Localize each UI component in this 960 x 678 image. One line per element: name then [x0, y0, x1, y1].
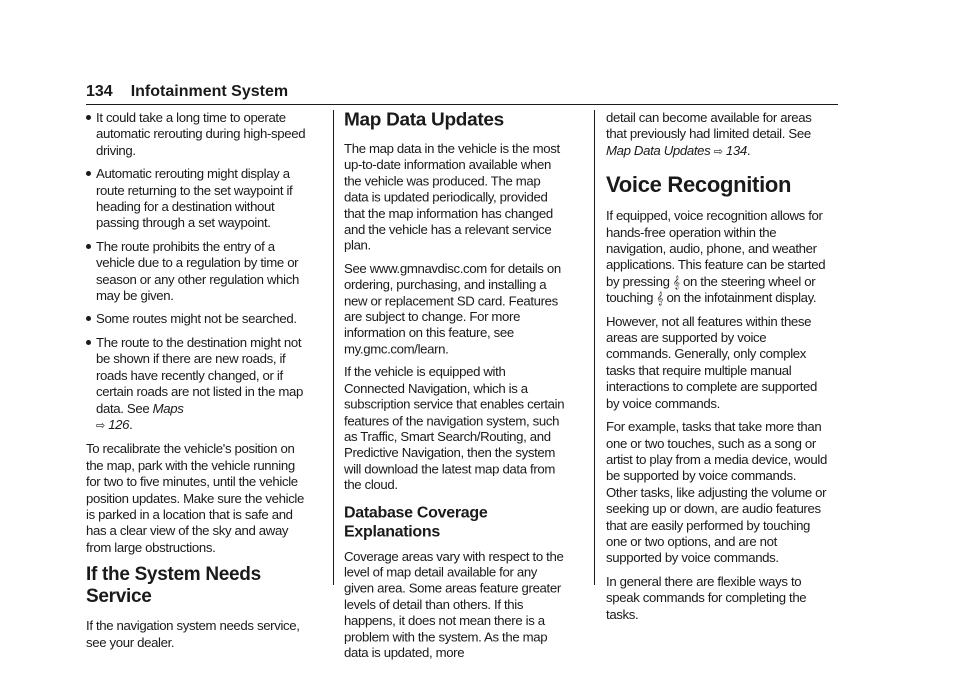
section-title: Infotainment System	[130, 83, 289, 100]
map-data-updates-reference-link[interactable]: Map Data Updates	[606, 142, 711, 158]
voice-flexible-paragraph: In general there are flexible ways to speak commands for completing the tasks.	[606, 573, 807, 622]
recalibrate-paragraph: To recalibrate the vehicle's position on the map, park with the vehicle running for two to five minutes, until the vehicle position updates. Make sure the vehicle is parked in a location that is safe and has a clear view of the sky and away from large obstructions.	[86, 441, 305, 555]
column-divider-right	[594, 110, 595, 585]
column-right	[606, 110, 828, 630]
list-item: Automatic rerouting might display a route returning to the set waypoint if heading for a destination without passing through a set waypoint.	[86, 166, 308, 232]
page-number: 134	[86, 83, 113, 100]
column-middle	[344, 110, 566, 668]
list-item: The route prohibits the entry of a vehicle due to a regulation by time or season or any other regulation which may be given.	[86, 239, 308, 305]
list-item: It could take a long time to operate automatic rerouting during high-speed driving.	[86, 110, 308, 159]
maps-page-number[interactable]: 126	[108, 416, 130, 432]
rerouting-bullet-list	[86, 110, 308, 434]
database-coverage-heading: Database Coverage Explanations	[344, 504, 488, 540]
coverage-paragraph: Coverage areas vary with respect to the level of map detail available for any given area. Some areas feature greater levels of detail than others. If this happens, it does not mean there is a problem with the system. As the map data is updated, more	[344, 548, 564, 661]
column-left	[86, 110, 308, 658]
map-data-updates-page-number[interactable]: 134	[725, 142, 747, 158]
list-item: The route to the destination might not be shown if there are new roads, if roads have recently changed, or if certain roads are not listed in the map data. See Maps ⇨ 126.	[86, 335, 308, 434]
list-item: Some routes might not be searched.	[86, 311, 308, 327]
header-rule	[86, 104, 838, 105]
voice-recognition-heading: Voice Recognition	[606, 172, 792, 198]
map-data-updates-heading: Map Data Updates	[344, 110, 504, 131]
map-data-paragraph: The map data in the vehicle is the most up-to-date information available when the vehicle was produced. The map data is updated periodically, provided that the map information has changed and the vehicle has a relevant service plan.	[344, 141, 560, 253]
voice-command-icon: 𝄞	[672, 274, 680, 289]
voice-intro-paragraph: If equipped, voice recognition allows for hands-free operation within the navigation, audio, phone, and weather applications. This feature can be started by pressing 𝄞 on the steering wheel or touching 𝄞 on the infotainment display.	[606, 208, 826, 306]
voice-support-paragraph: However, not all features within these areas are supported by voice commands. Generally, only complex tasks that require multiple manual interactions to complete are supported by voice commands.	[606, 313, 818, 411]
service-heading: If the System Needs Service	[86, 564, 261, 608]
voice-command-icon: 𝄞	[656, 291, 664, 306]
column-divider-left	[333, 110, 334, 585]
bullet-text: The route to the destination might not be shown if there are new roads, if roads have recently changed, or if certain roads are not listed in the map data. See	[96, 334, 303, 416]
coverage-continued-paragraph: detail can become available for areas that previously had limited detail. See Map Data Updates ⇨ 134.	[606, 110, 812, 158]
page-ref-arrow-icon: ⇨	[96, 419, 105, 432]
voice-example-paragraph: For example, tasks that take more than one or two touches, such as a song or artist to play from a media device, would be supported by voice commands. Other tasks, like adjusting the volume or seeking up or down, are audio features that are easily performed by touching one or two options, and are not supported by voice commands.	[606, 419, 827, 566]
maps-reference-link[interactable]: Maps	[152, 400, 184, 416]
service-paragraph: If the navigation system needs service, see your dealer.	[86, 618, 300, 650]
page-ref-arrow-icon: ⇨	[713, 145, 723, 158]
page-header	[86, 83, 838, 105]
connected-nav-paragraph: If the vehicle is equipped with Connected Navigation, which is a subscription service that enables certain features of the navigation system, such as Traffic, Smart Search/Routing, and Predictive Navigation, then the system will download the latest map data from the cloud.	[344, 364, 565, 493]
sd-card-paragraph: See www.gmnavdisc.com for details on ordering, purchasing, and installing a new or replacement SD card. Features are subject to change. For more information on this feature, see my.gmc.com/learn.	[344, 261, 561, 357]
